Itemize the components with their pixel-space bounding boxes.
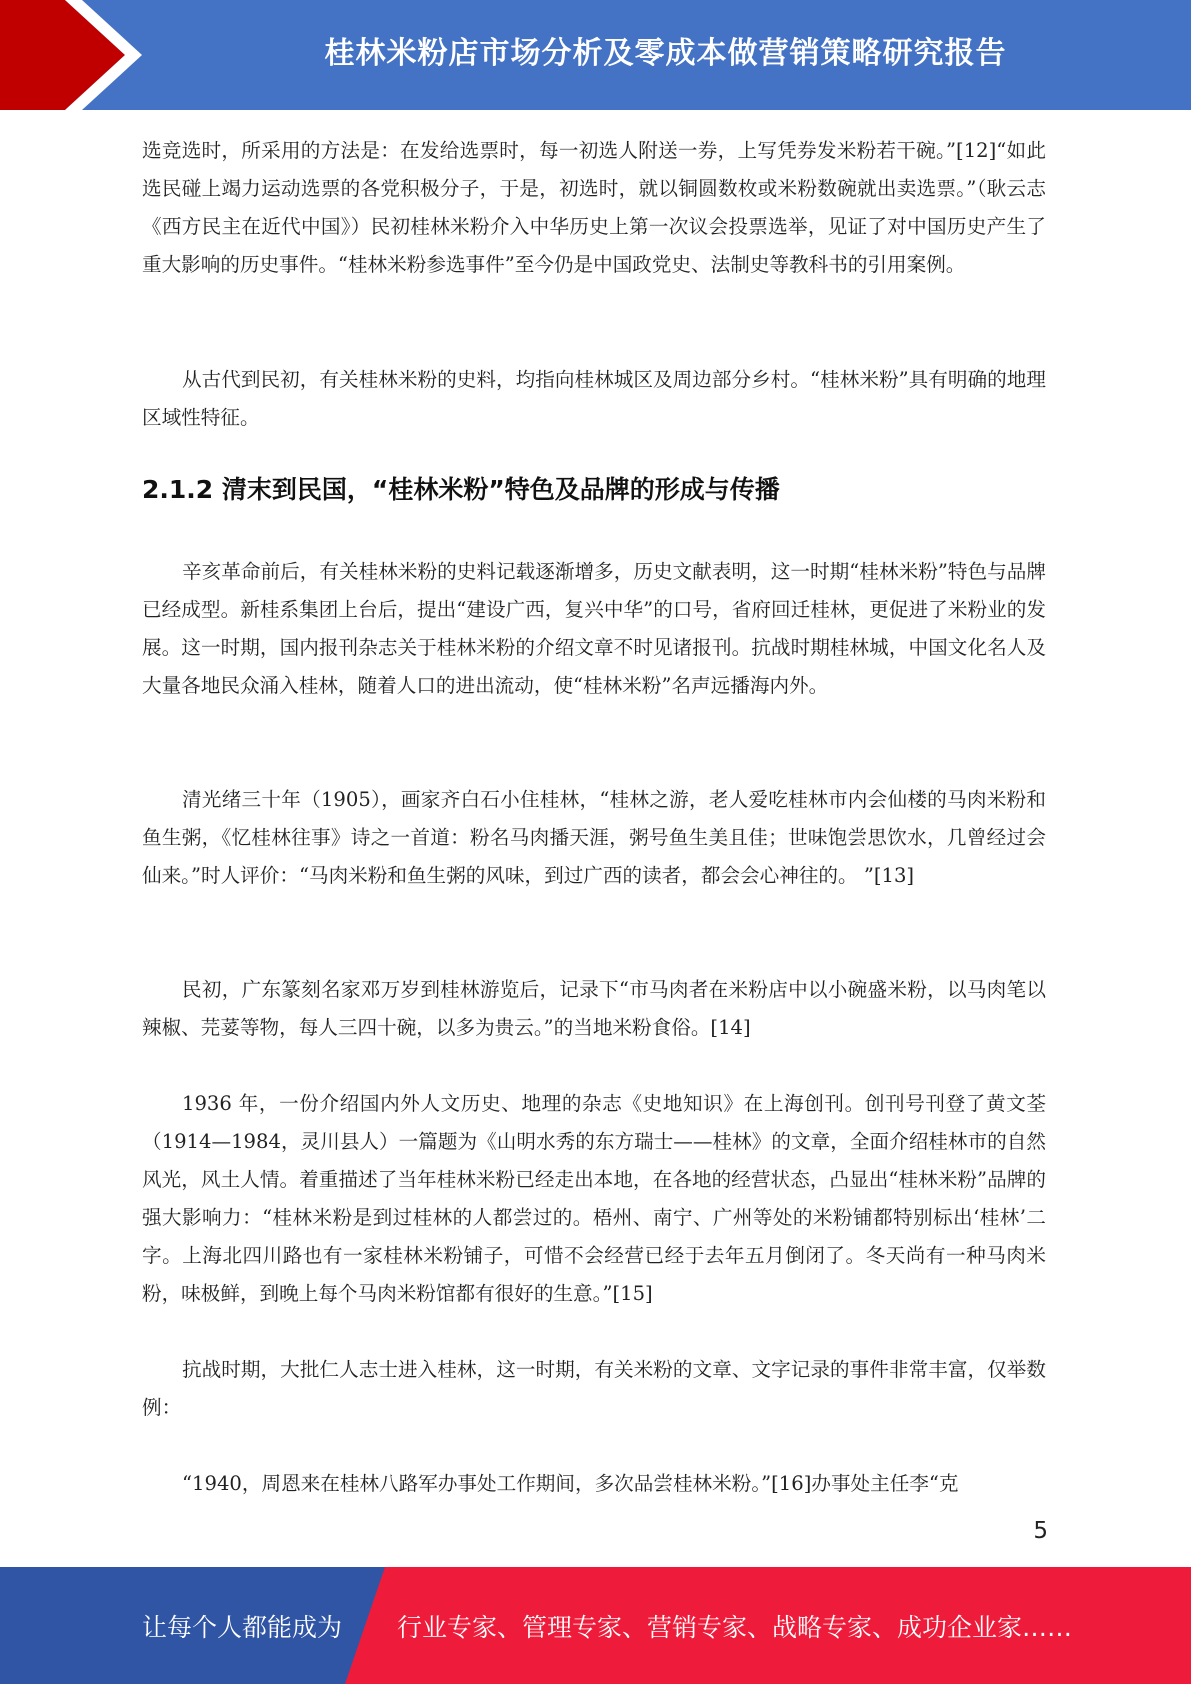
page-number: 5: [1033, 1518, 1048, 1544]
paragraph-text: 1936 年，一份介绍国内外人文历史、地理的杂志《史地知识》在上海创刊。创刊号刊登了黄文荃（1914—1984，灵川县人）一篇题为《山明水秀的东方瑞士——桂林》的文章，全面介绍桂林市的自然风光，风土人情。着重描述了当年桂林米粉已经走出本地，在各地的经营状态，凸显出“桂林米粉”品牌的强大影响力：“桂林米粉是到过桂林的人都尝过的。梧州、南宁、广州等处的米粉铺都特别标出‘桂林’二字。上海北四川路也有一家桂林米粉铺子，可惜不会经营已经于去年五月倒闭了。冬天尚有一种马肉米粉，味极鲜，到晚上每个马肉米粉馆都有很好的生意。”[15]: [142, 1092, 1046, 1305]
paragraph-7: [142, 1351, 1046, 1427]
paragraph-text: 清光绪三十年（1905），画家齐白石小住桂林，“桂林之游，老人爱吃桂林市内会仙楼的马肉米粉和鱼生粥，《忆桂林往事》诗之一首道：粉名马肉播天涯，粥号鱼生美且佳；世味饱尝思饮水，几曾经过会仙来。”时人评价：“马肉米粉和鱼生粥的风味，到过广西的读者，都会会心神往的。 ”[13]: [142, 788, 1046, 887]
paragraph-5: [142, 971, 1046, 1047]
page-header: [0, 0, 1191, 110]
page-footer: [0, 1567, 1191, 1684]
footer-slogan-left: 让每个人都能成为: [142, 1612, 343, 1642]
paragraph-text: 从古代到民初，有关桂林米粉的史料，均指向桂林城区及周边部分乡村。“桂林米粉”具有明确的地理区域性特征。: [142, 368, 1046, 429]
footer-slogan-right: 行业专家、管理专家、营销专家、战略专家、成功企业家……: [397, 1612, 1073, 1642]
paragraph-text: 民初，广东篆刻名家邓万岁到桂林游览后，记录下“市马肉者在米粉店中以小碗盛米粉，以马肉笔以辣椒、芫荽等物，每人三四十碗，以多为贵云。”的当地米粉食俗。[14]: [142, 978, 1046, 1039]
section-heading: 2.1.2 清末到民国，“桂林米粉”特色及品牌的形成与传播: [142, 475, 780, 504]
header-title: 桂林米粉店市场分析及零成本做营销策略研究报告: [324, 36, 1007, 71]
paragraph-text: 辛亥革命前后，有关桂林米粉的史料记载逐渐增多，历史文献表明，这一时期“桂林米粉”特色与品牌已经成型。新桂系集团上台后，提出“建设广西，复兴中华”的口号，省府回迁桂林，更促进了米粉业的发展。这一时期，国内报刊杂志关于桂林米粉的介绍文章不时见诸报刊。抗战时期桂林城，中国文化名人及大量各地民众涌入桂林，随着人口的进出流动，使“桂林米粉”名声远播海内外。: [142, 560, 1046, 697]
paragraph-2: [142, 361, 1046, 437]
paragraph-text: “1940，周恩来在桂林八路军办事处工作期间，多次品尝桂林米粉。”[16]办事处主任李“克: [182, 1472, 959, 1495]
paragraph-text: 选竞选时，所采用的方法是：在发给选票时，每一初选人附送一券，上写凭券发米粉若干碗。”[12]“如此选民碰上竭力运动选票的各党积极分子，于是，初选时，就以铜圆数枚或米粉数碗就出卖选票。”（耿云志《西方民主在近代中国》）民初桂林米粉介入中华历史上第一次议会投票选举，见证了对中国历史产生了重大影响的历史事件。“桂林米粉参选事件”至今仍是中国政党史、法制史等教科书的引用案例。: [142, 139, 1046, 276]
paragraph-text: 抗战时期，大批仁人志士进入桂林，这一时期，有关米粉的文章、文字记录的事件非常丰富，仅举数例：: [142, 1358, 1046, 1419]
paragraph-3: [142, 553, 1046, 705]
paragraph-8: [142, 1465, 1046, 1503]
paragraph-6: [142, 1085, 1046, 1313]
paragraph-4: [142, 781, 1046, 895]
paragraph-1: [142, 132, 1046, 284]
